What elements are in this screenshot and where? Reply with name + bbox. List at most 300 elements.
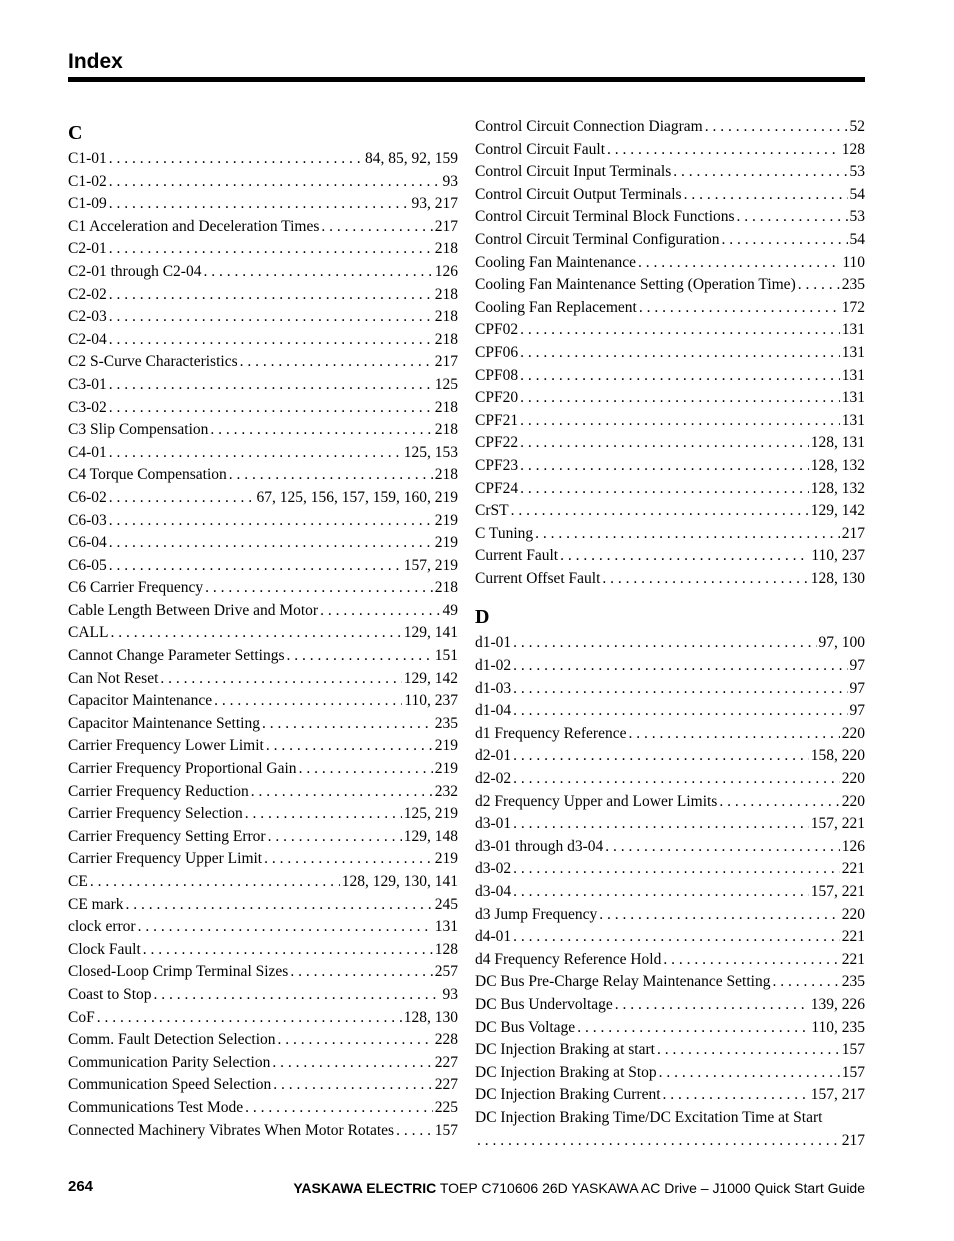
index-entry: [68, 1120, 458, 1143]
index-pages: 257: [434, 963, 458, 981]
index-term: Cooling Fan Replacement: [475, 298, 637, 316]
index-term: Carrier Frequency Selection: [68, 805, 243, 823]
dot-leader: [109, 397, 433, 420]
index-term: d1-01: [475, 634, 512, 652]
dot-leader: [607, 139, 840, 162]
index-pages: 84, 85, 92, 159: [365, 150, 458, 167]
index-term: DC Injection Braking at start: [475, 1041, 655, 1059]
index-pages: 221: [841, 950, 865, 968]
dot-leader: [721, 229, 847, 252]
index-pages: 93: [442, 985, 458, 1003]
section-letter-d: D: [475, 606, 490, 629]
index-term: Control Circuit Input Terminals: [475, 163, 672, 181]
index-pages: 235: [434, 714, 458, 732]
index-term: Cooling Fan Maintenance: [475, 253, 636, 271]
index-entry: [68, 329, 458, 352]
index-pages: 128, 130: [810, 569, 865, 587]
index-entry: [475, 319, 865, 342]
index-pages: 131: [841, 343, 865, 361]
index-entry: [475, 184, 865, 207]
header-rule: [68, 77, 865, 82]
dot-leader: [210, 419, 432, 442]
index-pages: 218: [434, 421, 458, 439]
index-term: Communication Speed Selection: [68, 1076, 272, 1094]
dot-leader: [615, 994, 809, 1017]
index-pages: 110, 237: [404, 692, 458, 710]
index-entry: [475, 478, 865, 501]
index-term: CPF02: [475, 321, 519, 339]
index-entry: [475, 432, 865, 455]
index-term: C2-02: [68, 285, 107, 303]
index-entry: [68, 645, 458, 668]
dot-leader: [154, 984, 441, 1007]
index-term: DC Bus Voltage: [475, 1018, 576, 1036]
dot-leader: [798, 274, 840, 297]
index-term: C3-01: [68, 375, 107, 393]
index-column-left: [68, 116, 458, 1142]
index-term: Carrier Frequency Lower Limit: [68, 737, 264, 755]
index-term: C6 Carrier Frequency: [68, 579, 204, 597]
index-entry: [475, 700, 865, 723]
index-term: Control Circuit Connection Diagram: [475, 118, 703, 135]
index-pages: 172: [841, 298, 865, 316]
index-term: d3-01: [475, 815, 512, 833]
index-pages: 110: [842, 253, 865, 271]
index-pages: 126: [434, 262, 458, 280]
index-entry: [68, 939, 458, 962]
index-entry: [68, 600, 458, 623]
index-entry: [475, 410, 865, 433]
index-entry: [475, 1084, 865, 1107]
index-entry: [68, 171, 458, 194]
index-term: CALL: [68, 624, 109, 642]
index-term: d3-01 through d3-04: [475, 837, 604, 855]
index-pages: 218: [434, 398, 458, 416]
dot-leader: [513, 632, 816, 655]
index-term: C2-01: [68, 240, 107, 258]
page-number: 264: [68, 1178, 94, 1195]
index-entry: [475, 274, 865, 297]
dot-leader: [109, 329, 433, 352]
index-pages: 157, 221: [810, 883, 865, 900]
index-entry: [475, 206, 865, 229]
index-entry: [475, 632, 865, 655]
index-entry: [475, 116, 865, 139]
index-entry: [68, 826, 458, 849]
footer-doc-title: TOEP C710606 26D YASKAWA AC Drive – J1000 Quick Start Guide: [439, 1180, 865, 1196]
index-term: d3-02: [475, 860, 512, 878]
dot-leader: [513, 745, 809, 768]
dot-leader: [240, 351, 433, 374]
index-entry: [68, 374, 458, 397]
index-entry: [475, 926, 865, 949]
dot-leader: [266, 735, 433, 758]
dot-leader: [520, 478, 809, 501]
index-pages: 227: [434, 1053, 458, 1071]
index-pages: 218: [434, 240, 458, 258]
index-entry: [68, 464, 458, 487]
index-entry: [475, 455, 865, 478]
index-term: DC Injection Braking at Stop: [475, 1063, 657, 1081]
dot-leader: [109, 148, 363, 171]
index-pages: 125, 219: [403, 805, 458, 823]
dot-leader: [321, 216, 432, 239]
index-pages: 129, 142: [403, 669, 458, 687]
dot-leader: [605, 836, 839, 859]
index-entry: [68, 261, 458, 284]
index-pages: 131: [841, 321, 865, 339]
index-term: C2-01 through C2-04: [68, 262, 202, 280]
dot-leader: [143, 939, 433, 962]
index-entry: [68, 510, 458, 533]
index-entry: [475, 858, 865, 881]
index-entry: [475, 791, 865, 814]
index-pages: 158, 220: [810, 747, 865, 765]
index-entry: [475, 297, 865, 320]
index-pages: 54: [849, 185, 865, 203]
dot-leader: [138, 916, 433, 939]
index-term: C1 Acceleration and Deceleration Times: [68, 217, 320, 235]
section-letter-c: C: [68, 122, 83, 144]
footer-doc-info: [293, 1180, 865, 1196]
dot-leader: [320, 600, 440, 623]
index-term: C6-05: [68, 556, 107, 574]
dot-leader: [535, 523, 840, 546]
dot-leader: [109, 442, 402, 465]
dot-leader: [520, 410, 840, 433]
index-term: d1 Frequency Reference: [475, 724, 627, 742]
index-pages: 157, 217: [810, 1086, 865, 1104]
index-term: Capacitor Maintenance Setting: [68, 714, 260, 732]
index-pages: 129, 142: [810, 502, 865, 520]
index-term: Carrier Frequency Setting Error: [68, 827, 266, 845]
dot-leader: [251, 781, 433, 804]
index-entry: [475, 1017, 865, 1040]
index-pages: 128: [434, 940, 458, 958]
index-entry: [475, 500, 865, 523]
index-entry: [68, 148, 458, 171]
index-entry: [475, 1062, 865, 1085]
index-term: C1-09: [68, 195, 107, 213]
index-term: d3 Jump Frequency: [475, 905, 598, 923]
index-pages: 220: [841, 770, 865, 788]
index-pages: 128, 129, 130, 141: [341, 873, 458, 890]
index-entry: [68, 1007, 458, 1030]
dot-leader: [513, 700, 847, 723]
dot-leader: [513, 881, 809, 904]
index-entry: [68, 961, 458, 984]
index-entry: [475, 252, 865, 275]
index-term: Control Circuit Terminal Configuration: [475, 230, 720, 248]
dot-leader: [673, 161, 847, 184]
index-pages: 227: [434, 1076, 458, 1094]
index-term: CPF21: [475, 411, 519, 429]
dot-leader: [290, 961, 432, 984]
index-term: C1-02: [68, 172, 107, 190]
index-pages: 131: [434, 918, 458, 936]
dot-leader: [396, 1120, 433, 1143]
index-entry: [68, 419, 458, 442]
index-entry: [475, 342, 865, 365]
dot-leader: [513, 678, 847, 701]
index-pages: 128, 130: [403, 1008, 458, 1026]
index-term: Clock Fault: [68, 940, 141, 958]
dot-leader: [229, 464, 433, 487]
index-term: C2-04: [68, 330, 107, 348]
dot-leader: [705, 116, 848, 139]
index-pages: 53: [849, 208, 865, 226]
index-entry: [68, 690, 458, 713]
dot-leader: [109, 487, 255, 510]
index-entry: [68, 781, 458, 804]
index-term: CPF22: [475, 434, 519, 452]
index-pages: 128: [841, 140, 865, 158]
dot-leader: [262, 713, 433, 736]
index-entry: [475, 365, 865, 388]
index-entry: [68, 1029, 458, 1052]
index-entry: [475, 904, 865, 927]
dot-leader: [264, 848, 433, 871]
dot-leader: [520, 387, 840, 410]
dot-leader: [772, 971, 839, 994]
dot-leader: [273, 1074, 433, 1097]
index-term: DC Injection Braking Current: [475, 1086, 661, 1104]
dot-leader: [520, 432, 809, 455]
index-entry: [475, 523, 865, 546]
index-term: C6-02: [68, 488, 107, 506]
index-entry: [475, 1107, 865, 1152]
index-term: CE mark: [68, 895, 124, 913]
index-pages: 235: [841, 973, 865, 991]
dot-leader: [205, 577, 433, 600]
index-entry: [68, 555, 458, 578]
dot-leader: [520, 365, 840, 388]
index-term: Cannot Change Parameter Settings: [68, 647, 285, 665]
index-term: Can Not Reset: [68, 669, 159, 687]
dot-leader: [513, 768, 840, 791]
index-entry: [475, 1039, 865, 1062]
dot-leader: [109, 284, 433, 307]
index-term: C4-01: [68, 443, 107, 461]
index-pages: 151: [434, 647, 458, 665]
dot-leader: [520, 342, 840, 365]
dot-leader: [109, 374, 433, 397]
index-entry: [68, 803, 458, 826]
index-term: d4 Frequency Reference Hold: [475, 950, 662, 968]
dot-leader: [109, 555, 402, 578]
index-pages: 232: [434, 782, 458, 800]
index-pages: 219: [434, 511, 458, 529]
index-pages: 217: [434, 353, 458, 371]
index-term: C6-04: [68, 534, 107, 552]
index-term: Carrier Frequency Reduction: [68, 782, 249, 800]
dot-leader: [160, 668, 401, 691]
index-column-right: [475, 116, 865, 1152]
dot-leader: [684, 184, 848, 207]
index-pages: 110, 235: [811, 1018, 865, 1036]
index-pages: 228: [434, 1031, 458, 1049]
dot-leader: [477, 1130, 840, 1153]
index-pages: 221: [841, 928, 865, 946]
dot-leader: [109, 306, 433, 329]
index-pages: 219: [434, 737, 458, 755]
index-entry: [68, 351, 458, 374]
index-entry: [68, 1097, 458, 1120]
index-pages: 131: [841, 389, 865, 407]
index-term: C Tuning: [475, 524, 534, 542]
index-term: CrST: [475, 502, 509, 520]
index-term: Current Fault: [475, 547, 559, 565]
index-pages: 52: [849, 118, 865, 135]
index-pages: 245: [434, 895, 458, 913]
dot-leader: [639, 297, 840, 320]
index-pages: 217: [841, 524, 865, 542]
index-entry: [68, 758, 458, 781]
index-pages: 218: [434, 466, 458, 484]
index-pages: 139, 226: [810, 995, 865, 1013]
index-pages: 131: [841, 411, 865, 429]
index-pages: 221: [841, 860, 865, 878]
index-term: Control Circuit Fault: [475, 140, 606, 158]
index-pages: 110, 237: [811, 547, 865, 565]
dot-leader: [520, 319, 840, 342]
index-entry: [68, 735, 458, 758]
index-term: d3-04: [475, 883, 512, 900]
index-pages: 218: [434, 285, 458, 303]
index-entry: [475, 655, 865, 678]
index-entry: [475, 994, 865, 1017]
dot-leader: [214, 690, 402, 713]
dot-leader: [268, 826, 402, 849]
index-pages: 225: [434, 1098, 458, 1116]
index-pages: 218: [434, 308, 458, 326]
index-entry: [68, 622, 458, 645]
index-pages: 218: [434, 330, 458, 348]
index-entry: [68, 1052, 458, 1075]
index-pages: 128, 132: [810, 456, 865, 474]
index-pages: 157: [841, 1063, 865, 1081]
dot-leader: [520, 455, 809, 478]
index-entry: [475, 949, 865, 972]
index-entry: [475, 723, 865, 746]
index-pages: 217: [841, 1131, 865, 1149]
index-term: CPF24: [475, 479, 519, 497]
dot-leader: [638, 252, 840, 275]
index-entry: [68, 487, 458, 510]
index-term: Control Circuit Output Terminals: [475, 185, 682, 203]
index-term: d2-02: [475, 770, 512, 788]
index-entry: [68, 532, 458, 555]
index-pages: 128, 132: [810, 479, 865, 497]
index-pages: 93, 217: [411, 195, 458, 213]
index-pages: 126: [841, 837, 865, 855]
index-entry: [68, 871, 458, 894]
index-term: Current Offset Fault: [475, 569, 601, 587]
index-entry: [68, 216, 458, 239]
index-term: d2-01: [475, 747, 512, 765]
index-pages: 67, 125, 156, 157, 159, 160, 219: [256, 488, 458, 506]
dot-leader: [560, 545, 809, 568]
index-pages: 53: [849, 163, 865, 181]
index-term: d1-03: [475, 679, 512, 697]
index-pages: 220: [841, 792, 865, 810]
dot-leader: [126, 894, 433, 917]
index-entry: [68, 442, 458, 465]
index-entry: [68, 193, 458, 216]
index-entry: [68, 238, 458, 261]
dot-leader: [203, 261, 432, 284]
index-term: Control Circuit Terminal Block Functions: [475, 208, 735, 226]
index-term: CPF20: [475, 389, 519, 407]
index-list-c-continued: [475, 116, 865, 590]
index-term: CPF06: [475, 343, 519, 361]
index-pages: 235: [841, 276, 865, 294]
index-list-d: [475, 632, 865, 1106]
dot-leader: [245, 1097, 433, 1120]
dot-leader: [513, 813, 809, 836]
index-entry: [68, 284, 458, 307]
dot-leader: [511, 500, 809, 523]
dot-leader: [602, 568, 808, 591]
index-term: CoF: [68, 1008, 95, 1026]
index-pages: 125: [434, 375, 458, 393]
dot-leader: [663, 949, 839, 972]
index-pages: 54: [849, 230, 865, 248]
index-term: C2-03: [68, 308, 107, 326]
dot-leader: [97, 1007, 402, 1030]
index-pages: 93: [442, 172, 458, 190]
index-term: d4-01: [475, 928, 512, 946]
dot-leader: [513, 858, 840, 881]
index-pages: 157: [841, 1041, 865, 1059]
index-term: C3-02: [68, 398, 107, 416]
index-entry: [68, 713, 458, 736]
index-term: Carrier Frequency Proportional Gain: [68, 760, 297, 778]
index-entry: [475, 568, 865, 591]
dot-leader: [719, 791, 839, 814]
index-term: C6-03: [68, 511, 107, 529]
index-entry: [475, 971, 865, 994]
index-term: CPF08: [475, 366, 519, 384]
index-pages: 97, 100: [818, 634, 865, 652]
dot-leader: [628, 723, 839, 746]
index-entry: [68, 1074, 458, 1097]
index-entry: [475, 387, 865, 410]
index-term: C4 Torque Compensation: [68, 466, 227, 484]
index-entry: [475, 161, 865, 184]
index-pages: 217: [434, 217, 458, 235]
index-term: Carrier Frequency Upper Limit: [68, 850, 263, 868]
footer-brand: YASKAWA ELECTRIC: [293, 1180, 437, 1196]
index-pages: 218: [434, 579, 458, 597]
dot-leader: [737, 206, 848, 229]
index-pages: 157, 219: [403, 556, 458, 574]
dot-leader: [109, 193, 410, 216]
dot-leader: [657, 1039, 840, 1062]
index-entry: [68, 916, 458, 939]
index-entry: [475, 545, 865, 568]
dot-leader: [110, 622, 401, 645]
index-pages: 219: [434, 850, 458, 868]
dot-leader: [599, 904, 839, 927]
index-term: CPF23: [475, 456, 519, 474]
index-pages: 219: [434, 760, 458, 778]
dot-leader: [659, 1062, 840, 1085]
index-term: Communications Test Mode: [68, 1098, 244, 1116]
dot-leader: [90, 871, 340, 894]
dot-leader: [109, 532, 433, 555]
index-pages: 220: [841, 724, 865, 742]
